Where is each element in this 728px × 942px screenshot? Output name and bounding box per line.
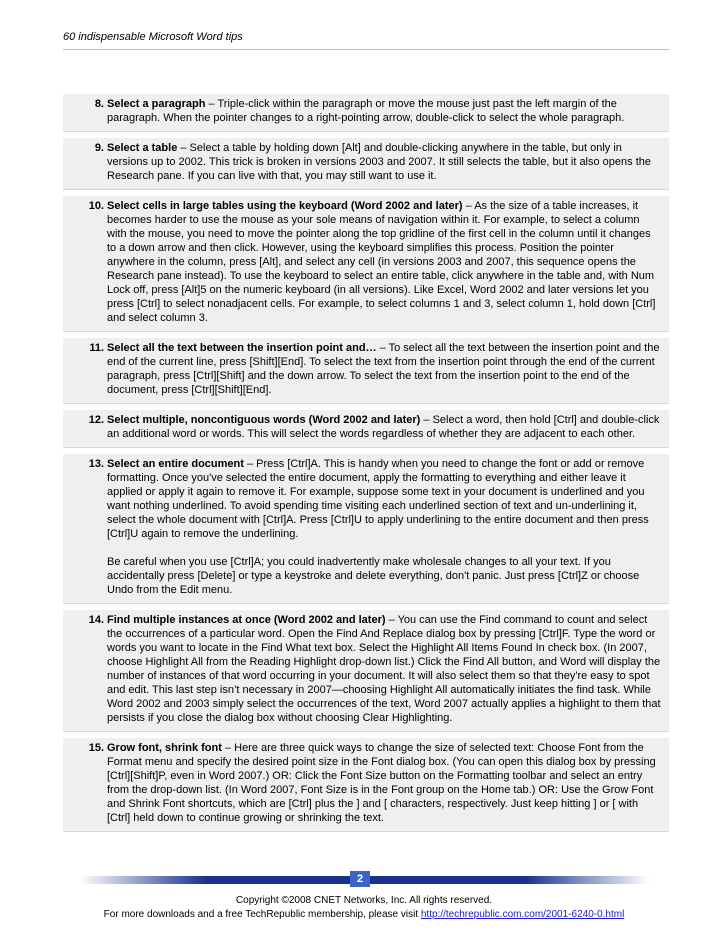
tip-extra-paragraph: Be careful when you use [Ctrl]A; you could inadvertently make wholesale changes to all your text. If you accidentally press [Delete] or type a keystroke and delete everything, don't panic. Just press [Ctrl]Z or choose Undo from the Edit menu. bbox=[107, 556, 640, 596]
tip-body: – To select all the text between the insertion point and the end of the current line, press [Shift][End]. To select the text from the insertion point through the end of the current paragraph, press [Ctrl][Shift] and the down arrow. To select the text from the insertion point to the end of the document, press [Ctrl][Shift][End]. bbox=[107, 342, 660, 396]
tip-body: – As the size of a table increases, it becomes harder to use the mouse as your sole means of navigation within it. For example, to select a column with the mouse, you need to move the pointer along the top gridline of the first cell in the column until it changes to a down arrow and then click. However, using the keyboard simplifies this process. Position the pointer anywhere in the column, press [Alt], and select any cell (in versions 2003 and 2007, this sequence opens the Research pane instead). To use the keyboard to select an entire table, click anywhere in the table and, with Num Lock off, press [Alt]5 on the numeric keyboard (in all versions). Like Excel, Word 2002 and later versions let you press [Ctrl] to select nonadjacent cells. For example, to select columns 1 and 3, select column 1, hold down [Ctrl] and select column 3. bbox=[107, 200, 656, 324]
tip-title: Select an entire document bbox=[107, 458, 244, 470]
tip-title: Select a paragraph bbox=[107, 98, 206, 110]
tip-body: – You can use the Find command to count and select the occurrences of a particular word. Open the Find And Replace dialog box by pressing [Ctrl]F. Type the word or words you want to locate in the Find What text box. Select the Highlight All Items Found In check box. (In 2007, choose Highlight All from the Reading Highlight drop-down list.) Click the Find All button, and Word will display the number of instances of that word occurring in your document. It will also select them so that they're easy to spot and edit. This last step isn’t necessary in 2007—choosing Highlight All automatically initiates the find task. While Word 2002 and 2003 simply select the occurrences of the text, Word 2007 actually applies a highlight to them that persists if you close the dialog box without choosing Clear Highlighting. bbox=[107, 614, 661, 724]
page-number: 2 bbox=[350, 871, 370, 887]
tip-item bbox=[63, 138, 669, 190]
footer-promo-text: For more downloads and a free TechRepublic membership, please visit bbox=[103, 909, 421, 920]
tip-item bbox=[63, 610, 669, 732]
tip-item bbox=[63, 338, 669, 404]
tip-title: Select multiple, noncontiguous words (Word 2002 and later) bbox=[107, 414, 421, 426]
tip-number: 14. bbox=[88, 614, 104, 626]
tip-item bbox=[63, 196, 669, 332]
tip-item bbox=[63, 94, 669, 132]
tip-title: Select all the text between the insertion point and… bbox=[107, 342, 377, 354]
tip-title: Select a table bbox=[107, 142, 178, 154]
tip-item bbox=[63, 454, 669, 604]
tip-number: 13. bbox=[88, 458, 104, 470]
tip-item bbox=[63, 410, 669, 448]
tip-body: – Select a table by holding down [Alt] and double-clicking anywhere in the table, but only in versions up to 2002. This trick is broken in versions 2003 and 2007. It still selects the table, but it also opens the Research pane. If you can live with that, you may still want to use it. bbox=[107, 142, 651, 182]
tip-item bbox=[63, 738, 669, 832]
tip-title: Find multiple instances at once (Word 2002 and later) bbox=[107, 614, 386, 626]
tip-number: 8. bbox=[94, 98, 104, 110]
tip-body: – Here are three quick ways to change the size of selected text: Choose Font from the Format menu and specify the desired point size in the Font dialog box. (You can open this dialog box by pressing [Ctrl][Shift]P, even in Word 2007.) OR: Click the Font Size button on the Formatting toolbar and select an entry from the drop-down list. (In Word 2007, Font Size is in the Font group on the Home tab.) OR: Use the Grow Font and Shrink Font shortcuts, which are [Ctrl] plus the ] and [ characters, respectively. Just keep hitting ] or [ with [Ctrl] held down to continue growing or shrinking the text. bbox=[107, 742, 656, 824]
document-header-title: 60 indispensable Microsoft Word tips bbox=[63, 31, 243, 43]
tip-title: Grow font, shrink font bbox=[107, 742, 222, 754]
tip-number: 12. bbox=[88, 414, 104, 426]
tip-title: Select cells in large tables using the keyboard (Word 2002 and later) bbox=[107, 200, 463, 212]
tip-body: – Press [Ctrl]A. This is handy when you need to change the font or add or remove formatting. Once you've selected the entire document, apply the formatting to everything and either leave it applied or apply it again to remove it. For example, suppose some text in your document is underlined and you want nothing underlined. To avoid spending time visiting each underlined section of text and un-underlining it, select the whole document with [Ctrl]A. Press [Ctrl]U to apply underlining to the entire document and then press [Ctrl]U again to remove the underlining. bbox=[107, 458, 649, 540]
footer-promo bbox=[0, 909, 728, 920]
tip-number: 11. bbox=[89, 342, 104, 354]
copyright-text: Copyright ©2008 CNET Networks, Inc. All rights reserved. bbox=[235, 895, 493, 906]
tips-list bbox=[63, 94, 669, 838]
tip-number: 10. bbox=[88, 200, 104, 212]
tip-body: – Select a word, then hold [Ctrl] and double-click an additional word or words. This will select the words regardless of whether they are adjacent to each other. bbox=[107, 414, 660, 440]
tip-number: 15. bbox=[88, 742, 104, 754]
tip-number: 9. bbox=[94, 142, 104, 154]
tip-body: – Triple-click within the paragraph or move the mouse just past the left margin of the paragraph. When the pointer changes to a right-pointing arrow, double-click to select the whole paragraph. bbox=[107, 98, 625, 124]
header-divider bbox=[63, 49, 669, 50]
techrepublic-link[interactable]: http://techrepublic.com.com/2001-6240-0.html bbox=[420, 909, 625, 920]
